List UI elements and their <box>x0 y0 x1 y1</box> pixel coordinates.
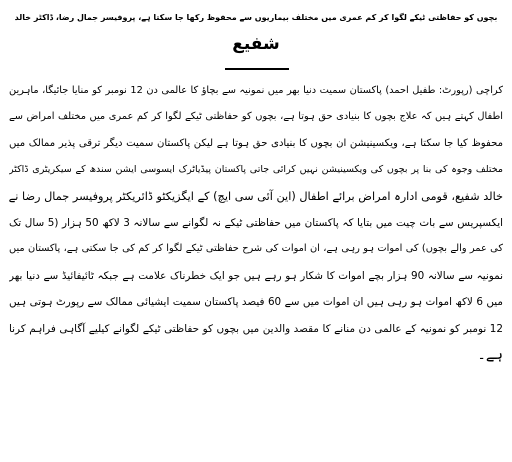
article-line-8: نمونیہ سے سالانہ 90 ہزار بچے اموات کا شکار ہو رہے ہیں جو ایک خطرناک علامت ہے جبکہ ٹائیفائیڈ سے دنیا بھر <box>9 269 503 282</box>
article-line-2: اطفال کہتے ہیں کہ علاج بچوں کا بنیادی حق ہوتا ہے، بچوں کو حفاظتی ٹیکے لگوا کر کم عمری میں مختلف امراض سے <box>9 111 503 123</box>
headline-line-2: شفیع <box>232 34 280 54</box>
article-line-3: محفوظ کیا جا سکتا ہے، ویکسینیشن ان بچوں کا بنیادی حق ہوتا ہے لیکن پاکستان سمیت دیگر ترقی پذیر ممالک میں <box>9 137 503 149</box>
article-line-5: خالد شفیع، قومی ادارہ امراض برائے اطفال (این آئی سی ایچ) کے ایگزیکٹو ڈائریکٹر پروفیسر جمال رضا نے <box>9 189 503 203</box>
article-line-6: ایکسپریس سے بات چیت میں بتایا کہ پاکستان میں حفاظتی ٹیکے نہ لگوانے سے سالانہ 3 لاکھ 50 ہزار (5 سال تک <box>9 216 503 229</box>
article-line-9: میں 6 لاکھ اموات ہو رہی ہیں ان اموات میں سے 60 فیصد پاکستان سمیت ایشیائی ممالک سے رپورٹ ہوتی ہیں <box>9 296 503 309</box>
article-headline <box>8 4 504 58</box>
headline-divider <box>225 68 289 70</box>
article-line-4: مختلف وجوہ کی بنا پر بچوں کی ویکسینیشن نہیں کرائی جاتی پاکستان پیڈیاٹرک ایسوسی ایشن سندھ کے سیکریٹری ڈاکٹر <box>9 164 503 176</box>
article-line-10: 12 نومبر کو نمونیہ کے عالمی دن منانے کا مقصد والدین میں بچوں کو حفاظتی ٹیکے لگوانے کیلیے آگاہی فراہم کرنا <box>9 322 503 335</box>
article-line-7: کی عمر والے بچوں) کی اموات ہو رہی ہے، ان اموات کی شرح حفاظتی ٹیکے لگوا کر کم کی جا سکتی ہے، پاکستان میں <box>9 243 503 255</box>
article-line-11: ہے۔ <box>477 345 503 363</box>
article-line-1: کراچی (رپورٹ: طفیل احمد) پاکستان سمیت دنیا بھر میں نمونیہ سے بچاؤ کا عالمی دن 12 نومبر کو منایا جائیگا، ماہرین <box>9 85 503 96</box>
article-body <box>9 78 503 368</box>
headline-line-1: بچوں کو حفاظتی ٹیکے لگوا کر کم عمری میں مختلف بیماریوں سے محفوظ رکھا جا سکتا ہے، پروفیسر جمال رضا، ڈاکٹر خالد <box>14 13 498 22</box>
